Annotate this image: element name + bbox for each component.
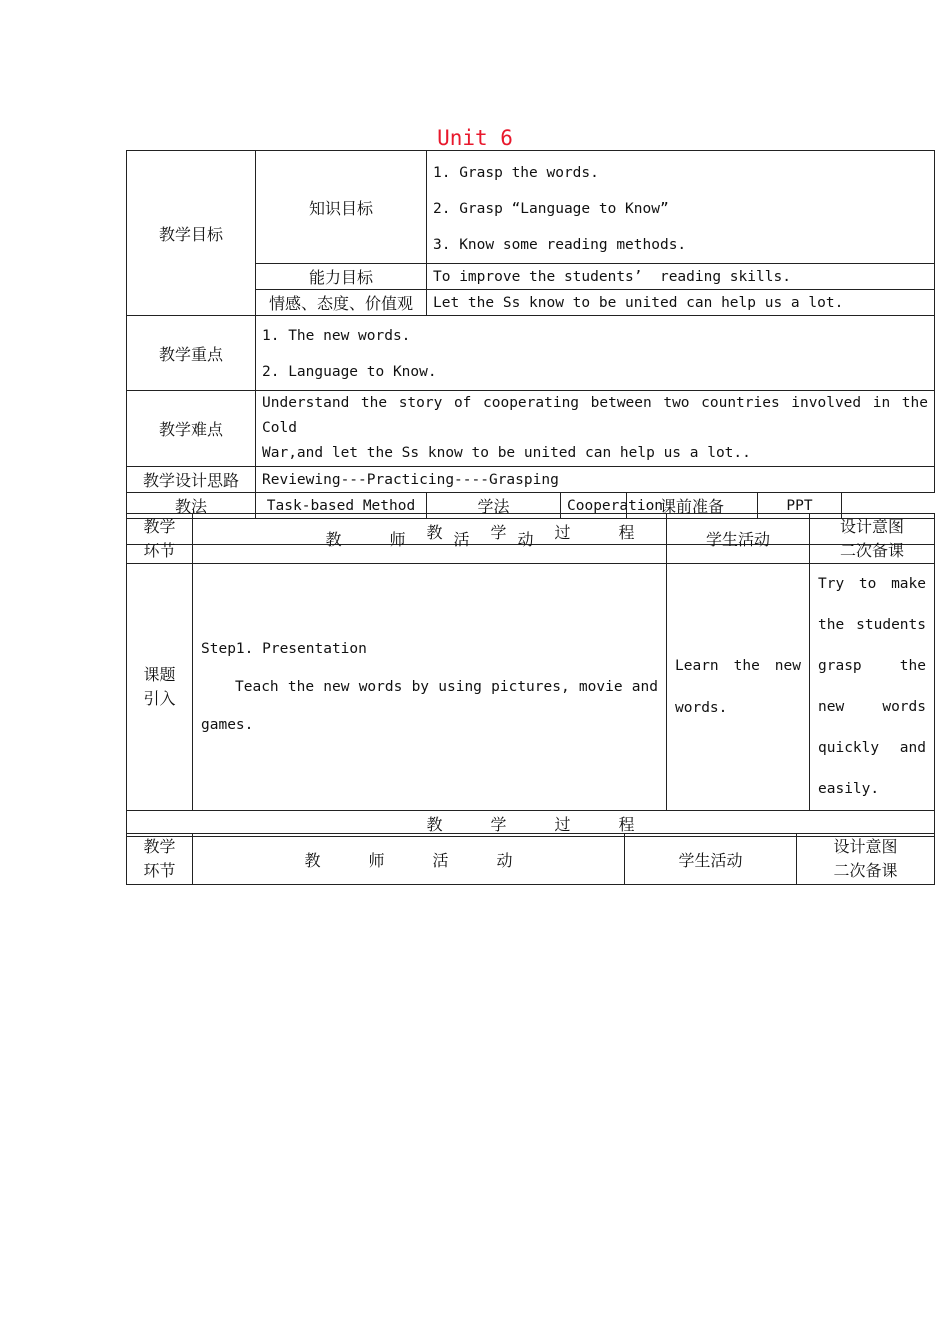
teaching-method-value: Task-based Method: [256, 493, 427, 519]
ability-text: To improve the students’ reading skills.: [427, 264, 935, 290]
teacher-activity-header: 教 师 活 动: [193, 834, 625, 885]
emotion-text: Let the Ss know to be united can help us a lot.: [427, 290, 935, 316]
learning-method-label: 学法: [427, 493, 561, 519]
teacher-activity-header: 教 师 活 动: [193, 514, 667, 564]
intent-cell: [810, 564, 935, 811]
step-line: Teach the new words by using pictures, movie and: [235, 679, 658, 695]
process-table: [126, 513, 935, 837]
teacher-activity-cell: [193, 564, 667, 811]
student-line: words.: [675, 700, 728, 716]
process-header: 教 学 过 程: [127, 811, 935, 837]
knowledge-items: [427, 151, 935, 264]
key-point-item: 2. Language to Know.: [262, 364, 437, 380]
prep-label: 课前准备: [627, 493, 758, 519]
page-title: Unit 6: [437, 126, 513, 150]
lesson-plan-table: [126, 150, 935, 545]
teaching-method-label: 教法: [127, 493, 256, 519]
intent-line: the students: [818, 617, 926, 633]
objectives-label: 教学目标: [127, 151, 256, 316]
intent-line: new words: [818, 699, 926, 715]
key-points-label: 教学重点: [127, 316, 256, 391]
difficulty-line: War,and let the Ss know to be united can help us a lot..: [262, 445, 751, 461]
intent-header: 设计意图 二次备课: [797, 834, 935, 885]
difficulties-label: 教学难点: [127, 391, 256, 467]
design-label: 教学设计思路: [127, 467, 256, 493]
section-header: 教学 环节: [127, 834, 193, 885]
student-activity-header: 学生活动: [667, 514, 810, 564]
prep-value: PPT: [758, 493, 842, 519]
knowledge-item: 2. Grasp “Language to Know”: [433, 201, 669, 217]
knowledge-item: 1. Grasp the words.: [433, 165, 599, 181]
difficulty-line: Understand the story of cooperating between two countries involved in the Cold: [262, 395, 928, 436]
student-line: Learn the new: [675, 658, 801, 674]
process-header: 教 学 过 程: [127, 519, 935, 545]
student-activity-cell: [667, 564, 810, 811]
process-table-2: [126, 833, 935, 885]
knowledge-label: 知识目标: [256, 151, 427, 264]
intent-line: quickly and: [818, 740, 926, 756]
learning-method-value: Cooperation: [561, 493, 627, 519]
student-activity-header: 学生活动: [625, 834, 797, 885]
knowledge-item: 3. Know some reading methods.: [433, 237, 687, 253]
section-header: 教学 环节: [127, 514, 193, 564]
step-line: games.: [201, 717, 254, 733]
intent-header: 设计意图 二次备课: [810, 514, 935, 564]
design-text: Reviewing---Practicing----Grasping: [256, 467, 935, 493]
emotion-label: 情感、态度、价值观: [256, 290, 427, 316]
intent-line: easily.: [818, 781, 880, 797]
key-point-item: 1. The new words.: [262, 328, 411, 344]
step-title: Step1. Presentation: [201, 641, 367, 657]
key-points-items: [256, 316, 935, 391]
difficulties-text: [256, 391, 935, 467]
intent-line: Try to make: [818, 576, 926, 592]
ability-label: 能力目标: [256, 264, 427, 290]
intent-line: grasp the: [818, 658, 926, 674]
section-cell: 课题 引入: [127, 564, 193, 811]
